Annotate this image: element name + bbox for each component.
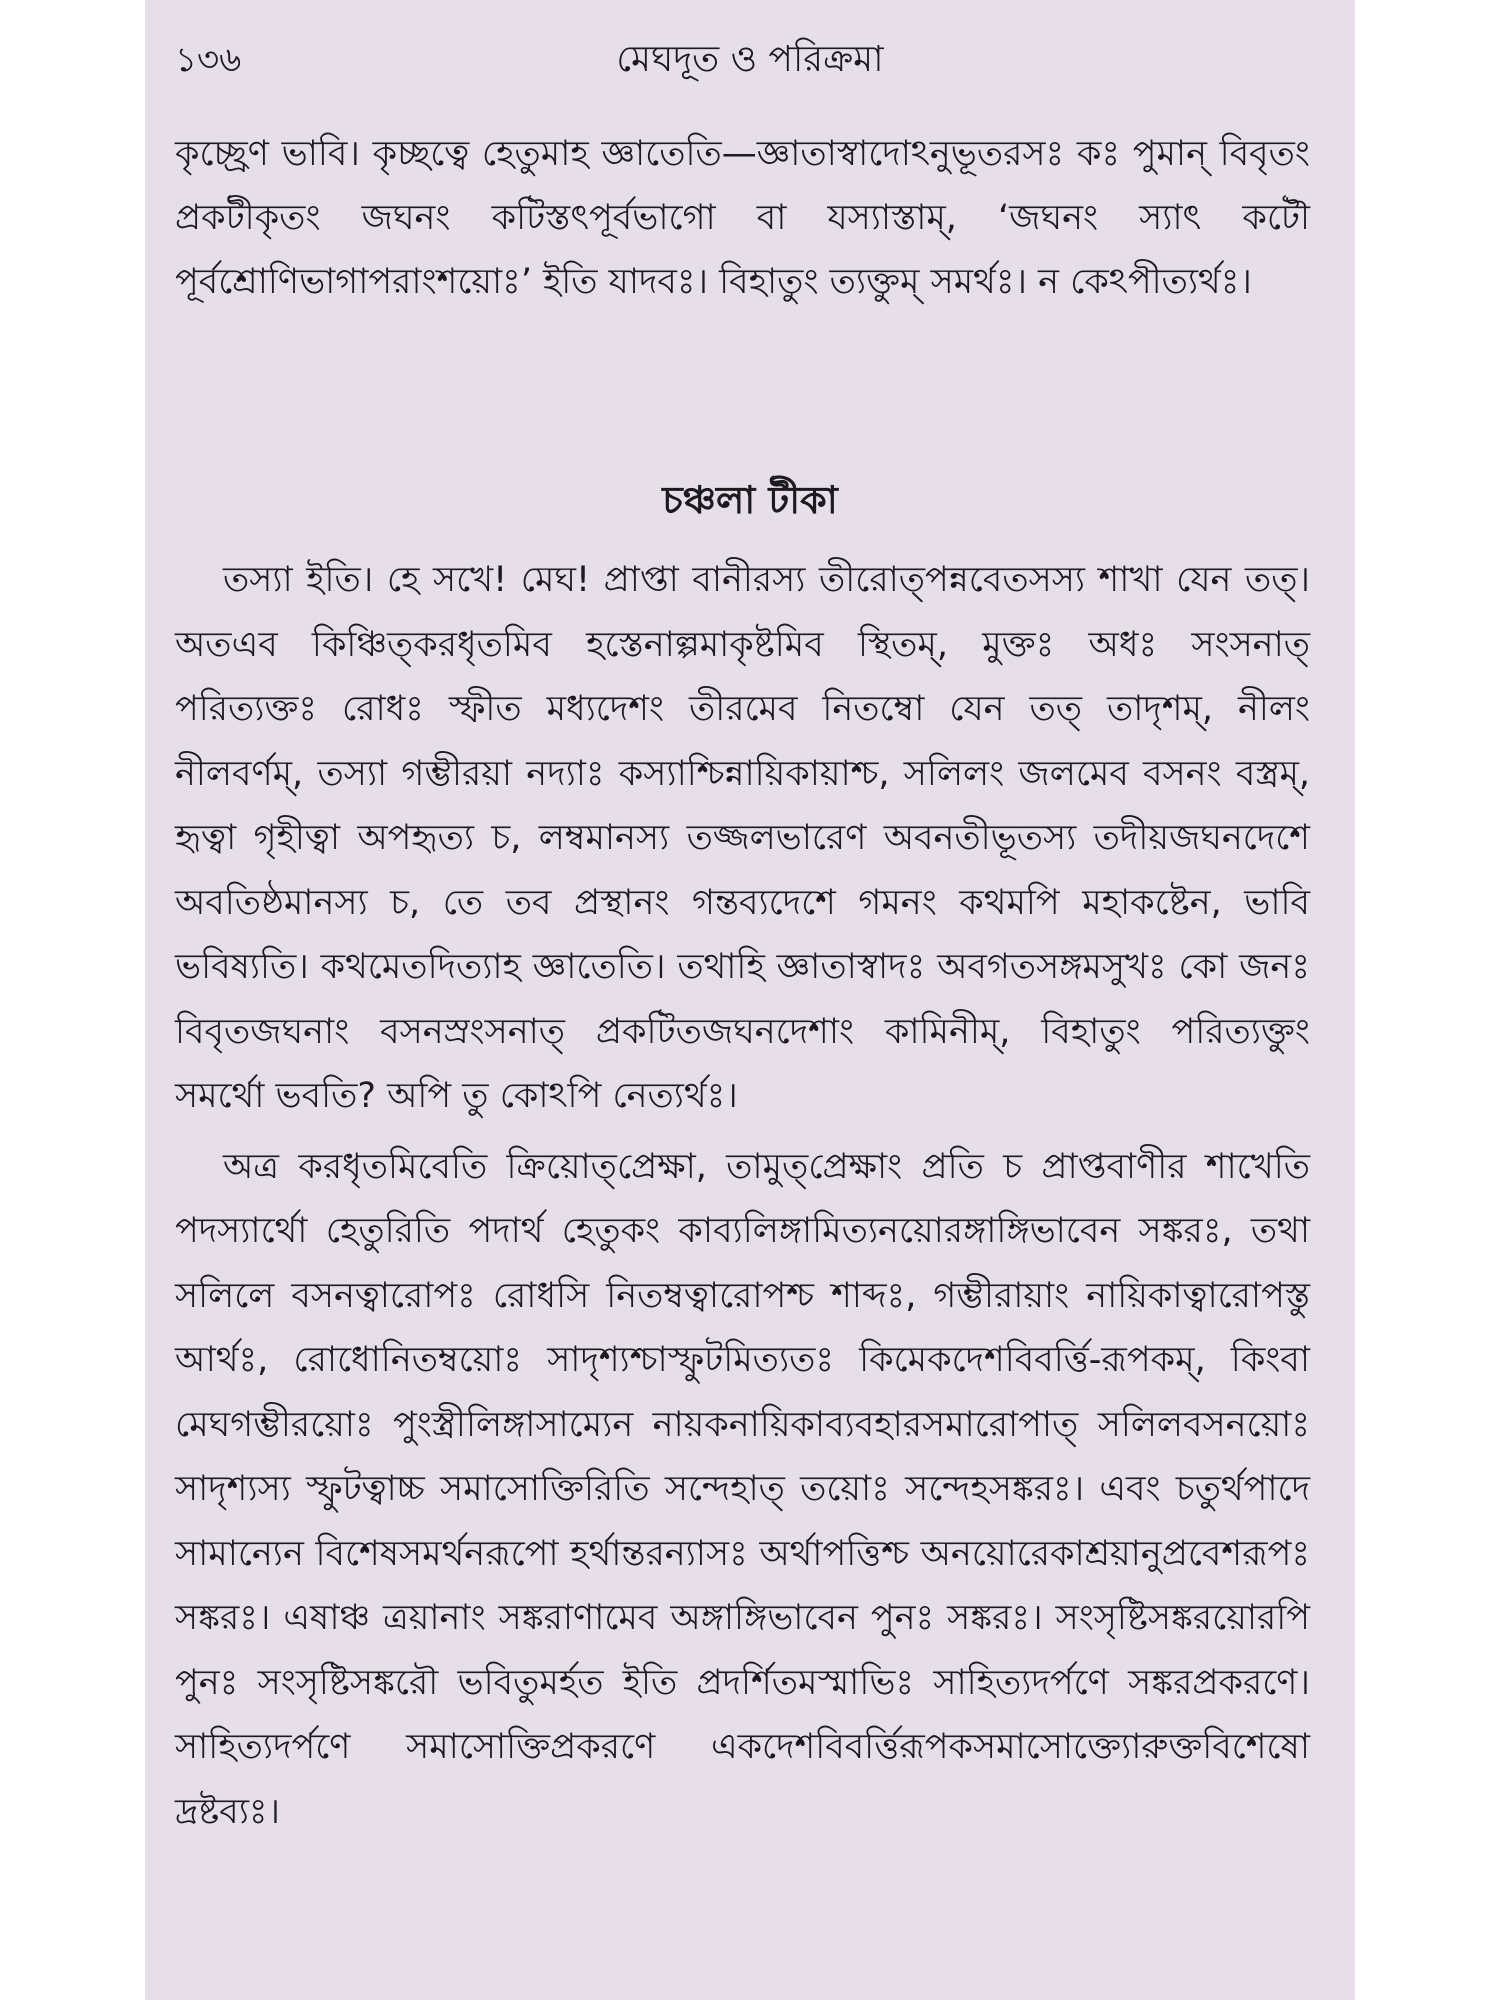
tika-commentary (175, 548, 1310, 1844)
page-header (145, 30, 1355, 90)
page-number: ১৩৬ (175, 40, 242, 80)
section-heading: চঞ্চলা টীকা (662, 478, 838, 522)
book-page (145, 0, 1355, 2000)
tika-paragraph-2: অত্র করধৃতমিবেতি ক্রিয়োত্‌প্রেক্ষা, তামুত্‌প্রেক্ষাং প্রতি চ প্রাপ্তবাণীর শাখেতি পদস্যার্থো হেতুরিতি পদার্থ হেতুকং কাব্যলিঙ্গামিত্যনয়োরঙ্গাঙ্গিভাবেন সঙ্করঃ, তথা সলিলে বসনত্বারোপঃ রোধসি নিতম্বত্বারোপশ্চ শাব্দঃ, গম্ভীরায়াং নায়িকাত্বারোপস্তু আর্থঃ, রোধোনিতম্বয়োঃ সাদৃশ্যশ্চাস্ফুটমিত্যতঃ কিমেকদেশবিবর্ত্তি-রূপকম্, কিংবা মেঘগম্ভীরয়োঃ পুংস্ত্রীলিঙ্গাসাম্যেন নায়কনায়িকাব্যবহারসমারোপাত্‌ সলিলবসনয়োঃ সাদৃশ্যস্য স্ফুটত্বাচ্চ সমাসোক্তিরিতি সন্দেহাত্‌ তয়োঃ সন্দেহসঙ্করঃ। এবং চতুর্থপাদে সামান্যেন বিশেষসমর্থনরূপো হর্থান্তরন্যাসঃ অর্থাপত্তিশ্চ অনয়োরেকাশ্রয়ানুপ্রবেশরূপঃ সঙ্করঃ। এষাঞ্চ ত্রয়ানাং সঙ্করাণামেব অঙ্গাঙ্গিভাবেন পুনঃ সঙ্করঃ। সংসৃষ্টিসঙ্করয়োরপি পুনঃ সংসৃষ্টিসঙ্করৌ ভবিতুমর্হত ইতি প্রদর্শিতমস্মাভিঃ সাহিত্যদর্পণে সঙ্করপ্রকরণে। সাহিত্যদর্পণে সমাসোক্তিপ্রকরণে একদেশবিবর্ত্তিরূপকসমাসোক্ত্যোরুক্তবিশেষো দ্রষ্টব্যঃ। (175, 1146, 1310, 1832)
running-title: মেঘদূত ও পরিক্রমা (616, 39, 884, 80)
tika-paragraph-1: তস্যা ইতি। হে সখে! মেঘ! প্রাপ্তা বানীরস্য তীরোত্‌পন্নবেতসস্য শাখা যেন তত্‌। অতএব কিঞ্চিত্‌করধৃতমিব হস্তেনাল্পমাকৃষ্টমিব স্থিতম্, মুক্তঃ অধঃ সংসনাত্‌ পরিত্যক্তঃ রোধঃ স্ফীত মধ্যদেশং তীরমেব নিতম্বো যেন তত্‌ তাদৃশম্, নীলং নীলবর্ণম্, তস্যা গম্ভীরয়া নদ্যাঃ কস্যাশ্চিন্নায়িকায়াশ্চ, সলিলং জলমেব বসনং বস্ত্রম্, হৃত্বা গৃহীত্বা অপহৃত্য চ, লম্বমানস্য তজ্জলভারেণ অবনতীভূতস্য তদীয়জঘনদেশে অবতিষ্ঠমানস্য চ, তে তব প্রস্থানং গন্তব্যদেশে গমনং কথমপি মহাকষ্টেন, ভাবি ভবিষ্যতি। কথমেতদিত্যাহ জ্ঞাতেতি। তথাহি জ্ঞাতাস্বাদঃ অবগতসঙ্গমসুখঃ কো জনঃ বিবৃতজঘনাং বসনস্রংসনাত্‌ প্রকটিতজঘনদেশাং কামিনীম্, বিহাতুং পরিত্যক্তুং সমর্থো ভবতি? অপি তু কোঽপি নেত্যর্থঃ। (175, 560, 1310, 1116)
commentary-top: কৃচ্ছ্রেণ ভাবি। কৃচ্ছত্বে হেতুমাহ জ্ঞাতেতি—জ্ঞাতাস্বাদোঽনুভূতরসঃ কঃ পুমান্ বিবৃতং প্রকটীকৃতং জঘনং কটিস্তৎপূর্বভাগো বা যস্যাস্তাম্, ‘জঘনং স্যাৎ কটৌ পূর্বশ্রোণিভাগাপরাংশয়োঃ’ ইতি যাদবঃ। বিহাতুং ত্যক্তুম্ সমর্থঃ। ন কেঽপীত্যর্থঃ। (175, 134, 1310, 302)
